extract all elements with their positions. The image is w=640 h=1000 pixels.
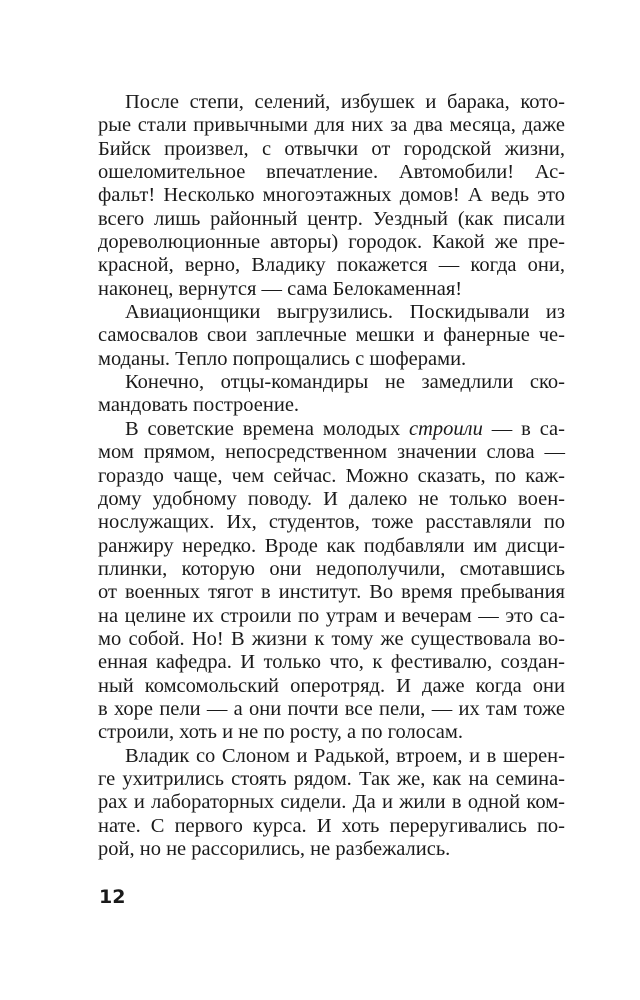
text-line: красной, верно, Владику покажется — когда они,	[98, 254, 565, 277]
text-line: дореволюционные авторы) городок. Какой же пре-	[98, 231, 565, 254]
text-line: нате. С первого курса. И хоть переругивались по-	[98, 814, 565, 837]
text-line: мом прямом, непосредственном значении слова —	[98, 441, 565, 464]
text-line: самосвалов свои заплечные мешки и фанерные че-	[98, 324, 565, 347]
text-line: всего лишь районный центр. Уездный (как писали	[98, 207, 565, 230]
paragraph-2	[98, 301, 565, 371]
text-segment: В советские времена молодых	[125, 417, 410, 440]
text-line: дому удобному поводу. И далеко не только воен-	[98, 487, 565, 510]
text-line: Владик со Слоном и Радькой, втроем, и в шерен-	[125, 744, 565, 767]
text-line: гораздо чаще, чем сейчас. Можно сказать, по каж-	[98, 464, 565, 487]
text-line: мо собой. Но! В жизни к тому же существовала во-	[98, 627, 565, 650]
text-line: ный комсомольский оперотряд. И даже когда они	[98, 674, 565, 697]
paragraph-1	[98, 91, 565, 301]
text-line: енная кафедра. И только что, к фестивалю, создан-	[98, 651, 565, 674]
text-line: моданы. Тепло попрощались с шоферами.	[98, 347, 467, 370]
text-line	[98, 418, 565, 441]
text-line: от военных тягот в институт. Во время пребывания	[98, 581, 565, 604]
text-line: строили, хоть и не по росту, а по голосам.	[98, 721, 463, 744]
paragraph-4	[98, 418, 565, 745]
text-line: мандовать построение.	[98, 394, 300, 417]
italic-word: строили	[409, 417, 483, 440]
text-line: Бийск произвел, с отвычки от городской жизни,	[98, 137, 565, 160]
text-line: Конечно, отцы-командиры не замедлили ско-	[125, 371, 565, 394]
text-line: Авиационщики выгрузились. Поскидывали из	[125, 301, 565, 324]
text-line: фальт! Несколько многоэтажных домов! А ведь это	[98, 184, 565, 207]
text-line: нослужащих. Их, студентов, тоже расставляли по	[98, 511, 565, 534]
text-line: После степи, селений, избушек и барака, кото-	[125, 91, 565, 113]
page-number: 12	[99, 886, 126, 908]
text-line: рые стали привычными для них за два месяца, даже	[98, 114, 565, 137]
text-line: рой, но не рассорились, не разбежались.	[98, 838, 451, 860]
paragraph-5	[98, 745, 565, 862]
text-line: ге ухитрились стоять рядом. Так же, как на семина-	[98, 767, 565, 790]
text-segment: — в са-	[482, 417, 565, 440]
paragraph-3	[98, 371, 565, 418]
text-line: ранжиру нередко. Вроде как подбавляли им дисци-	[98, 534, 565, 557]
text-line: наконец, вернутся — сама Белокаменная!	[98, 277, 463, 300]
text-line: ошеломительное впечатление. Автомобили! Ас-	[98, 161, 565, 184]
text-line: плинки, которую они недополучили, смотавшись	[98, 557, 565, 580]
body-text	[98, 91, 565, 861]
text-line: на целине их строили по утрам и вечерам — это са-	[98, 604, 565, 627]
text-line: рах и лабораторных сидели. Да и жили в одной ком-	[98, 791, 565, 814]
text-line: в хоре пели — а они почти все пели, — их там тоже	[98, 697, 565, 720]
